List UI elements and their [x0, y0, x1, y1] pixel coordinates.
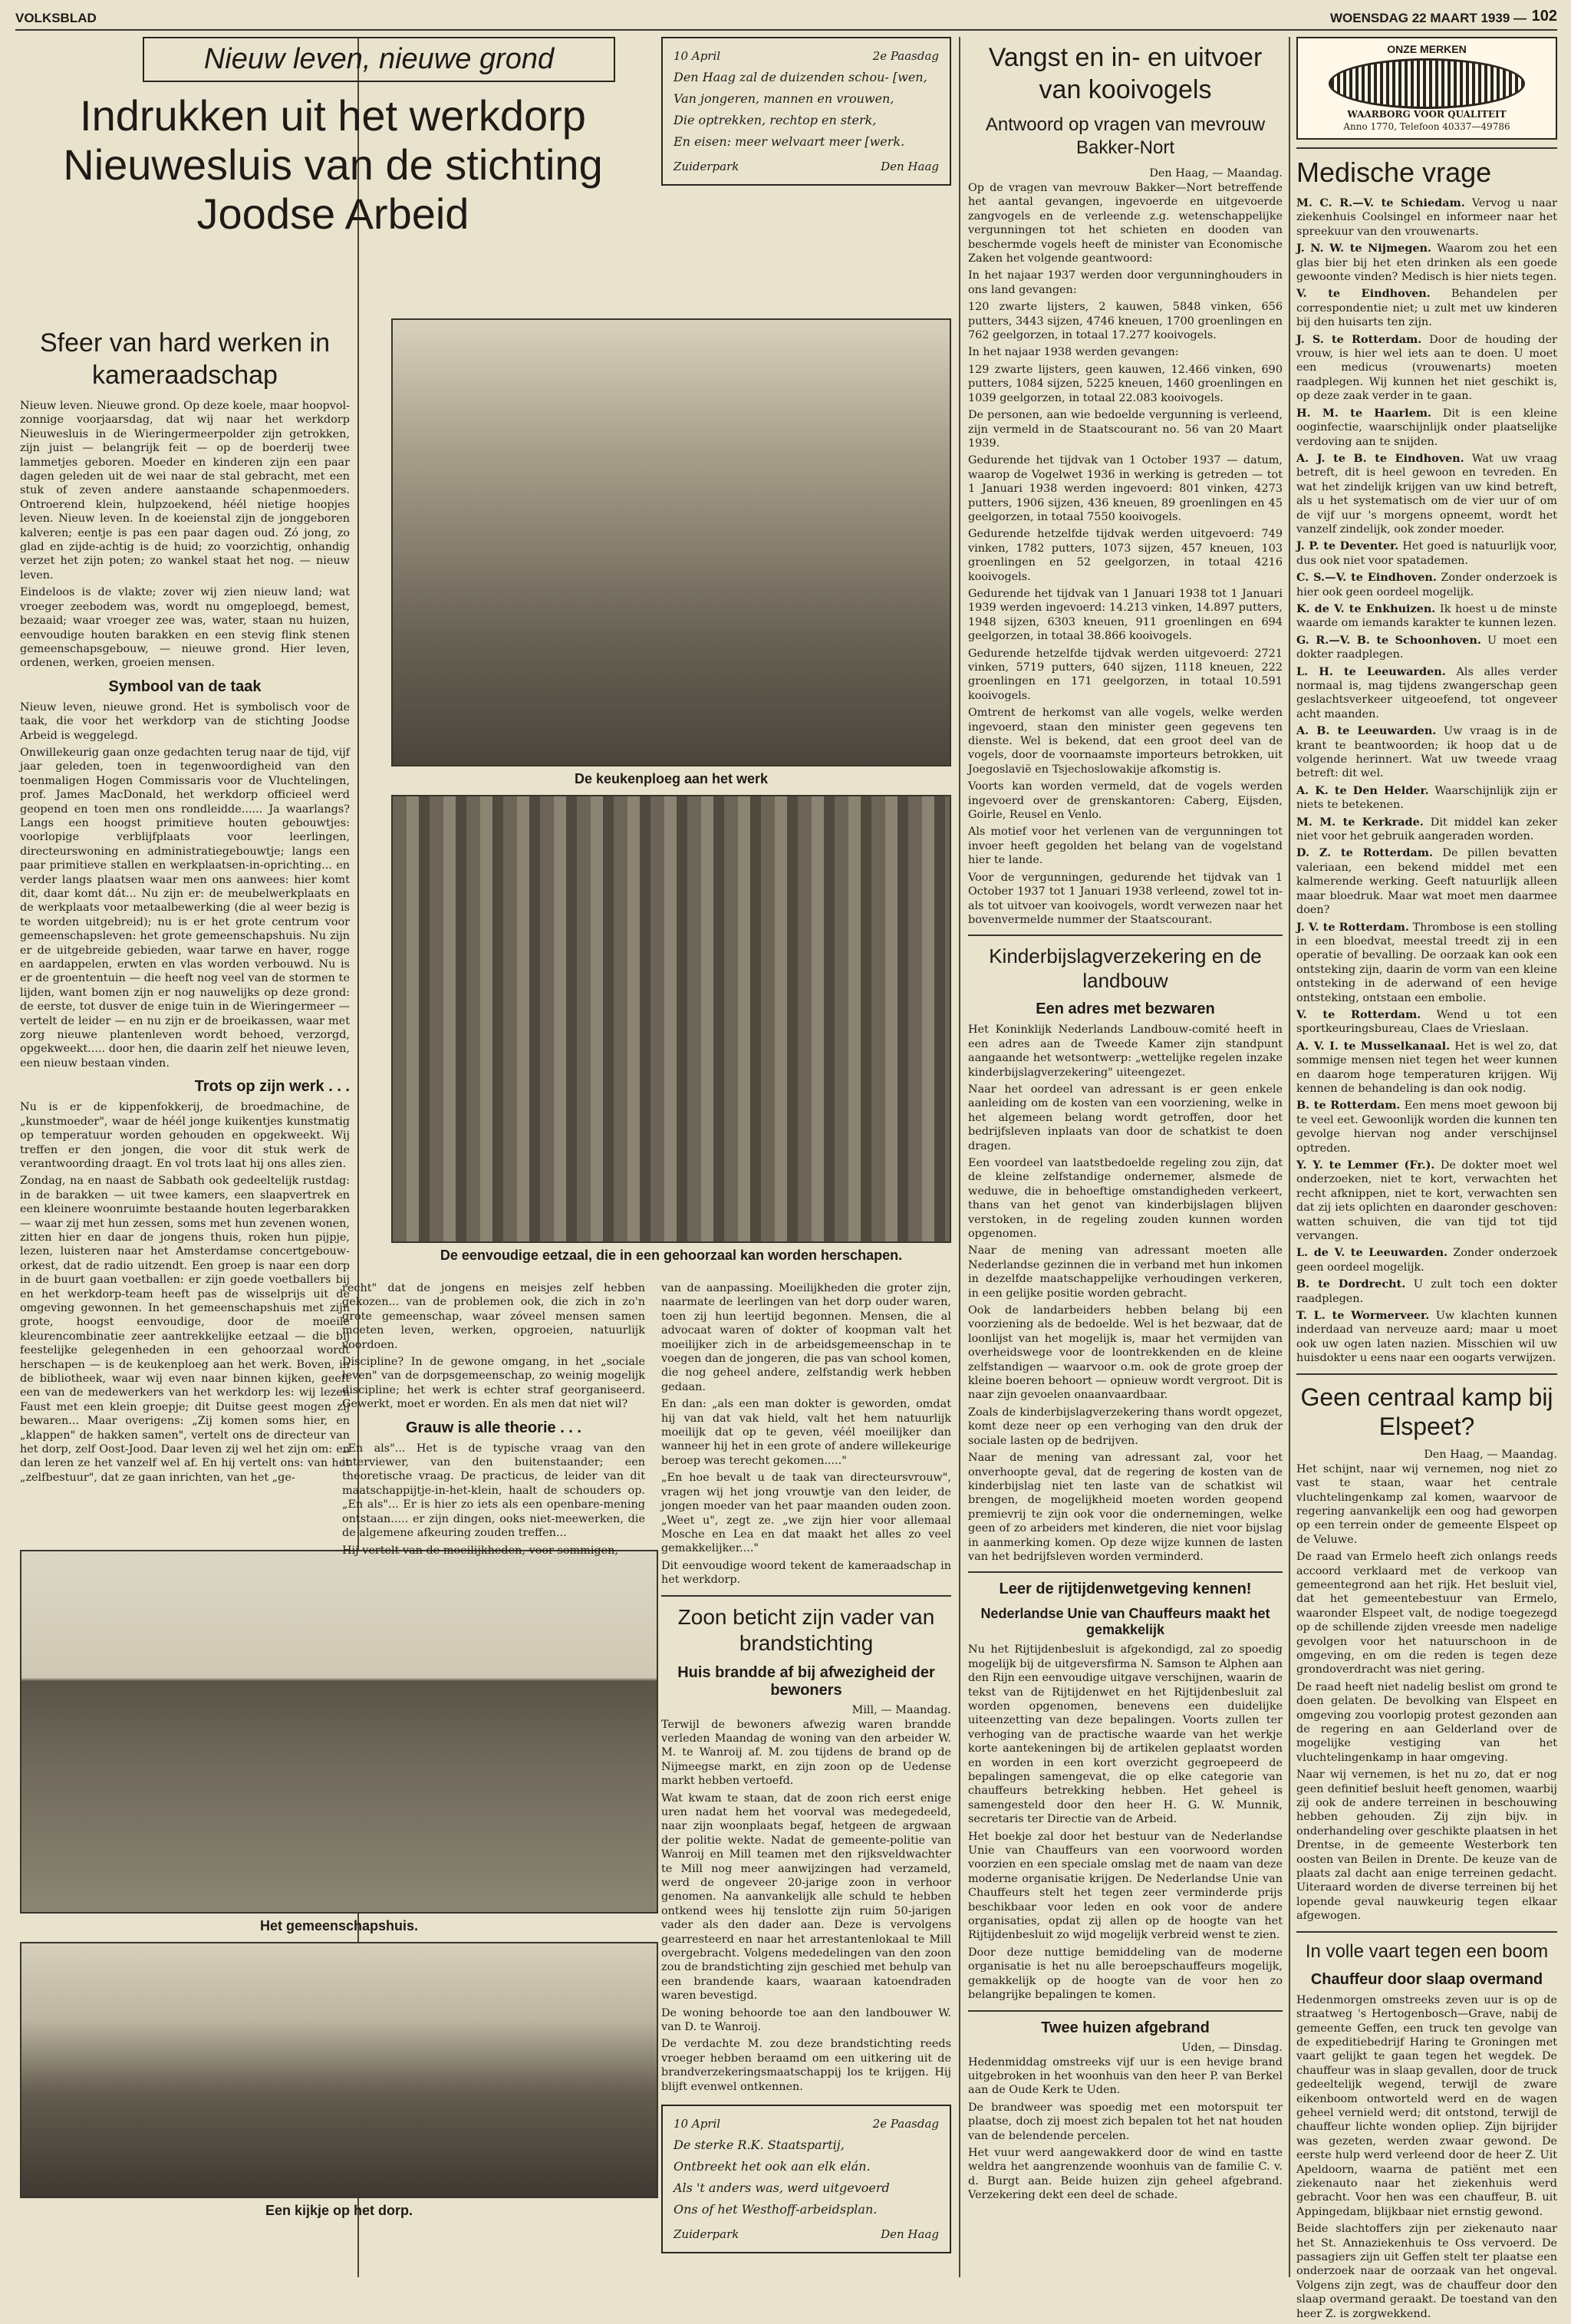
- lead-subhead: Sfeer van hard werken in kameraadschap: [40, 328, 330, 390]
- paragraph: In het najaar 1937 werden door vergunninghouders in ons land gevangen:: [968, 269, 1283, 296]
- poem-city: Den Haag: [881, 2227, 939, 2242]
- section-heading: Grauw is alle theorie . . .: [406, 1419, 581, 1436]
- paragraph: Terwijl de bewoners afwezig waren brandde verleden Maandag de woning van den arbeider W. M. te Wanroij af. M. zou tijdens de brand op de Nijmeegse markt, en zijn zoon op de Uedense markt hebben vertoefd.: [661, 1718, 951, 1788]
- paragraph: Dit eenvoudige woord tekent de kameraadschap in het werkdorp.: [661, 1559, 951, 1587]
- paragraph: Als motief voor het verlenen van de vergunningen tot invoer heeft gegolden het belang van de vogelstand hier te lande.: [968, 826, 1283, 867]
- section-heading: Trots op zijn werk . . .: [194, 1078, 350, 1096]
- photo-block-interior: [391, 318, 951, 1271]
- medical-questions-headline: Medische vrage: [1296, 157, 1492, 188]
- logo-tagline: ONZE MERKEN: [1387, 43, 1467, 55]
- crash-headline: In volle vaart tegen een boom: [1305, 1940, 1549, 1962]
- list-item: G. R.—V. B. te Schoonhoven. U moet een dokter raadplegen.: [1296, 633, 1558, 661]
- paragraph: Het schijnt, naar wij vernemen, nog niet zo vast te staan, waar het centrale vluchtelingenkamp zal komen, waarvoor de regering aanvankelijk een oog had geworpen op een terrein onder de gemeente Elspeet op de Veluwe.: [1296, 1462, 1557, 1546]
- list-item: J. N. W. te Nijmegen. Waarom zou het een glas bier bij het eten drinken als een goede gewoonte vinden? Medisch is hier niets tegen.: [1296, 242, 1557, 284]
- poem-place: Zuiderpark: [674, 160, 739, 173]
- list-item: C. S.—V. te Eindhoven. Zonder onderzoek is hier ook geen oordeel mogelijk.: [1296, 571, 1557, 598]
- paragraph: En dan: „als een man dokter is geworden, omdat hij van dat vak hield, valt het hem natuurlijk moeilijk dat op te geven, véél moeilijker dan wanneer hij het in een grote of andere willekeurige beroep was terecht gekomen.....": [661, 1398, 951, 1467]
- paragraph: 120 zwarte lijsters, 2 kauwen, 5848 vinken, 656 putters, 3443 sijzen, 4746 kneuen, 1700 groenlingen en 762 geelgorzen, in totaal 17.277 kooivogels.: [968, 301, 1283, 342]
- poem-line: En eisen: meer welvaart meer [werk.: [674, 134, 905, 149]
- paragraph: Naar wij vernemen, is het nu zo, dat er nog geen definitief besluit heeft genomen, waarbij zij ook de andere terreinen in beschouwing hebben gehouden. Zij zijn bijv. in onderhandeling over geschikte plaatsen in het Drentse, in de gemeente Westerbork ten oosten van Beilen in Drente. De keuze van de plaats zal dacht aan enige terreinen gedacht. Uiteraard worden de diverse terreinen bij het lopende geval nauwkeurig tegen elkaar afgewogen.: [1296, 1769, 1557, 1923]
- paragraph: Door deze nuttige bemiddeling van de moderne organisatie is het nu alle beroepschauffeurs mogelijk, gemakkelijk op de hoogte van de voor hen zo belangrijke bepalingen te komen.: [968, 1946, 1283, 2002]
- list-item: L. de V. te Leeuwarden. Zonder onderzoek geen oordeel mogelijk.: [1296, 1246, 1557, 1274]
- paragraph: De woning behoorde toe aan den landbouwer W. van D. te Wanroij.: [661, 2006, 951, 2034]
- logo-subline: WAARBORG VOOR QUALITEIT: [1347, 109, 1507, 120]
- paragraph: Hedenmorgen omstreeks zeven uur is op de straatweg 's Hertogenbosch—Grave, nabij de gemeente Geffen, een truck ten gevolge van de expeditiebedrijf Haring te Groningen met vaart gelijkt te gaan tegen het wegdek. De chauffeur was in slaap gevallen, door de truck gedeeltelijk wegend, terwijl de zware eikenboom ontworteld werd en de wagen geheel vernield werd; dit ontstond, terwijl de chauffeur lichte wonden opliep. Zijn bijrijder was gezeten, werden zwaar gewond. De eerste hulp werd verleend door de heer Z. Uit Apeldoorn, waarna de patiënt met een ziekenauto naar het ziekenhuis werd gebracht. Voor hen was een chauffeur, B. uit Appingedam, blijkbaar niet ernstig gewond.: [1296, 1993, 1557, 2218]
- dining-hall-photo: [391, 795, 951, 1243]
- ad-poem-top: [661, 37, 951, 186]
- paragraph: Het boekje zal door het bestuur van de Nederlandse Unie van Chauffeurs van een voorwoord worden voorzien en een speciale omslag met de naam van deze moderne organisatie krijgen. De Nederlandse Unie van Chauffeurs stelt het tegen zeer verminderde prijs beschikbaar voor leden en ook voor de andere organisaties, opdat zij allen op de hoogte van het Rijtijdenbesluit zo wijd mogelijk verbreid wenst te zien.: [968, 1830, 1283, 1942]
- photo-caption: Het gemeenschapshuis.: [259, 1918, 419, 1933]
- paragraph: Voor de vergunningen, gedurende het tijdvak van 1 October 1937 tot 1 Januari 1938 verleend, zowel tot in- als tot uitvoer van kooivogels, wordt verwezen naar het bovenvermelde nummer der Staatscourant.: [968, 871, 1283, 926]
- kitchen-photo: [391, 318, 951, 766]
- list-item: K. de V. te Enkhuizen. Ik hoest u de minste waarde om iemands karakter te kunnen lezen.: [1296, 602, 1557, 630]
- child-allowance-subhead: Een adres met bezwaren: [1036, 1000, 1215, 1018]
- poem-city: Den Haag: [881, 160, 939, 173]
- paragraph: Omtrent de herkomst van alle vogels, welke werden ingevoerd, staan den minister geen gegevens ten dienste. Wel is bekend, dat een groot deel van de vogels, door de voornaamste importeurs betrokken, uit Joegoslavië en Tsjechoslowakije afkomstig is.: [968, 707, 1283, 776]
- paragraph: Voorts kan worden vermeld, dat de vogels werden ingevoerd over de grenskantoren: Caberg, Eijsden, Goirle, Reusel en Venlo.: [968, 780, 1283, 822]
- poem-line: Ontbreekt het ook aan elk elán.: [674, 2159, 871, 2174]
- list-item: L. H. te Leeuwarden. Als alles verder normaal is, mag tijdens zwangerschap geen geslachtsverkeer uitgeoefend, tot ongeveer acht maanden.: [1296, 664, 1558, 720]
- paragraph: recht" dat de jongens en meisjes zelf hebben gekozen... van de problemen ook, die zich in zo'n grote gemeenschap, waar zóveel mensen samen moeten leven, werken, opgroeien, natuurlijk voordoen.: [342, 1282, 645, 1351]
- houses-burned-headline: Twee huizen afgebrand: [1041, 2019, 1210, 2036]
- dateline: Den Haag, — Maandag.: [1149, 167, 1283, 180]
- poem-day: 2e Paasdag: [872, 49, 939, 63]
- paragraph: „En als"... Het is de typische vraag van den interviewer, van den buitenstaander; een theoretische vraag. De practicus, de leider van dit maatschappijtje-in-het-klein, haalt de schouders op. „En als"... Er is hier zo iets als een openbare-mening ontstaan..... er zijn dingen, ooks niet-meewerken, die de algemene afkeuring zouden treffen...: [342, 1442, 645, 1540]
- list-item: J. S. te Rotterdam. Door de houding der vrouw, is hier wel iets aan te doen. U moet een medicus (vrouwenarts) moeten raadplegen. Wij kunnen het niet geschikt is, op deze zaak verder in te gaan.: [1296, 332, 1558, 403]
- paragraph: In het najaar 1938 werden gevangen:: [968, 346, 1179, 359]
- poem-line: Die optrekken, rechtop en sterk,: [674, 113, 877, 127]
- list-item: J. P. te Deventer. Het goed is natuurlijk voor, dus ook niet voor spatademen.: [1296, 539, 1557, 567]
- birds-headline: Vangst en in- en uitvoer van kooivogels: [988, 43, 1263, 104]
- paragraph: De brandweer was spoedig met een motorspuit ter plaatse, doch zij moest zich bepalen tot het nat houden van de belendende percelen.: [968, 2101, 1283, 2142]
- poem-date: 10 April: [674, 49, 721, 63]
- paragraph: De raad heeft niet nadelig beslist om grond te doen gelaten. De bevolking van Elspeet en omgeving zou voorlopig protest gezonden aan de regering en aan Gelderland over de mogelijke vestiging van het vluchtelingenkamp in haar omgeving.: [1296, 1680, 1557, 1764]
- paragraph: Op de vragen van mevrouw Bakker—Nort betreffende het aantal gevangen, ingevoerde en uitgevoerde zangvogels en de verleende z.g. wetenschappelijke vergunningen tot het schieten en dooden van beschermde vogels heeft de minister van Economische Zaken het volgende geantwoord:: [968, 182, 1283, 265]
- dateline: Mill, — Maandag.: [851, 1703, 951, 1716]
- paragraph: De verdachte M. zou deze brandstichting reeds vroeger hebben beraamd om een uitkering uit de brandverzekeringsmaatschappij los te krijgen. Hij blijft evenwel ontkennen.: [661, 2038, 951, 2093]
- brand-mark-icon: [1329, 58, 1525, 109]
- birds-subhead: Antwoord op vragen van mevrouw Bakker-Nort: [985, 114, 1266, 158]
- lead-article-body: [20, 322, 350, 1488]
- paragraph: De raad van Ermelo heeft zich onlangs reeds accoord verklaard met de verkoop van gemeentegrond aan het rijk. Het besluit viel, dat het gemeentebestuur van Ermelo, waaronder Elspeet valt, de nodige toegezegd op de schillende zijden vreesde men nadelige gevolgen voor het natuurschoon in de omgeving, en om die reden is tegen deze grondoverdracht was niet gering.: [1296, 1551, 1557, 1676]
- paragraph: van de aanpassing. Moeilijkheden die groter zijn, naarmate de leerlingen van het dorp ouder waren, toen zij hun leertijd begonnen. Mensen, die al advocaat waren of dokter of koopman valt het moeilijker zich in de arbeidsgemeenschap in te voegen dan de jongeren, die pas van school komen, die nog geheel andere, zelfstandig werk hebben gedaan.: [661, 1282, 951, 1393]
- fire-subhead: Huis brandde af bij afwezigheid der bewoners: [677, 1663, 935, 1699]
- driving-times-headline: Leer de rijtijdenwetgeving kennen!: [999, 1581, 1252, 1598]
- paragraph: Naar de mening van adressant zal, voor het onverhoopte geval, dat de regering de kosten van de kinderbijslag niet ten laste van de schatkist wil brengen, de mogelijkheid moeten worden geopend premievrij te zijn ook voor die ondernemingen, welke geen of zo arbeiders met kinderen, die niet voor bijslag in aanmerking komen. Op deze wijze kunnen de lasten van het bedrijfsleven worden verminderd.: [968, 1452, 1283, 1563]
- paragraph: Nu is er de kippenfokkerij, de broedmachine, de „kunstmoeder", waar de héél jonge kuikentjes kunstmatig op temperatuur worden gehouden en opgekweekt. Wij treffen er den jongen, die voor dit stuk werk de verantwoording draagt. En vol trots laat hij ons alles zien.: [20, 1101, 350, 1170]
- ad-poem-bottom: [661, 2105, 951, 2253]
- driving-times-subhead: Nederlandse Unie van Chauffeurs maakt het gemakkelijk: [980, 1606, 1270, 1638]
- crash-subhead: Chauffeur door slaap overmand: [1310, 1970, 1543, 1988]
- paragraph: Gedurende hetzelfde tijdvak werden uitgevoerd: 2721 vinken, 5719 putters, 640 sijzen, 1118 kneuen, 222 groenlingen en 171 geelgorzen, in totaal 10.591 kooivogels.: [968, 647, 1283, 702]
- list-item: M. M. te Kerkrade. Dit middel kan zeker niet voor het gebruik aangeraden worden.: [1296, 815, 1557, 843]
- lead-article-header: [20, 37, 646, 249]
- photo-caption: De eenvoudige eetzaal, die in een gehoorzaal kan worden herschapen.: [440, 1248, 903, 1263]
- paragraph: Zondag, na en naast de Sabbath ook gedeeltelijk rustdag: in de barakken — uit twee kamers, een slaapvertrek en een kleinere woonruimte bestaande houten legerbarakken — waar zij met hun zessen, soms met hun zevenen wonen, zitten hier en daar de jongens thuis, roken hun pijpje, lezen, luisteren naar het Amsterdamse concertgebouw-orkest, dat de radio uitzendt. Een groep is naar een dorp in de buurt gaan voetballen: er zijn goede voetballers bij en het werkdorp-team heeft pas de wisselprijs uit de omgeving gewonnen. In het gemeenschapshuis met zijn grote, hoogst eenvoudige, door de moeile kleurencombinatie zeer aantrekkelijke eetzaal — die bij feestelijke gelegenheden in een gehoorzaal wordt herschapen — is de keukenploeg aan het werk. Boven, in de bibliotheek, waar wij even naar binnen kijken, geeft een van de medewerkers van het werkdorp les: wij lezen Faust met een klein groepje; dit Duitse geest mogen zij bewaren... Maar overigens: „Zij komen soms hier, en „klappen" de hakken samen", vertelt ons de directeur van het dorp, zelf Oost-Jood. Daar leven zij wel het zijn om: en dan leren ze het vanzelf wel af. En hij vertelt ons: van het „zelfbestuur", dat ze gaan inrichten, van het „ge-: [20, 1175, 350, 1484]
- poem-line: Ons of het Westhoff-arbeidsplan.: [674, 2202, 878, 2217]
- paragraph: Eindeloos is de vlakte; zover wij zien nieuw land; wat vroeger zeebodem was, wordt nu omgeploegd, bemest, bezaaid; waar vroeger zee was, water, staan nu huizen, eenvoudige houten barakken en een stevig flink stenen gemeenschapsgebouw, — nieuwe grond. Hier leven, ordenen, werken, groeien mensen.: [20, 586, 350, 670]
- column-rule: [959, 37, 960, 2277]
- poem-place: Zuiderpark: [674, 2227, 739, 2242]
- list-item: A. V. I. te Musselkanaal. Het is wel zo, dat sommige mensen niet tegen het weer kunnen en daarom hoge temperaturen krijgen. Wij kennen de behandeling is dan ook nodig.: [1296, 1039, 1557, 1095]
- dateline: Uden, — Dinsdag.: [1181, 2041, 1283, 2054]
- lead-headline: Indrukken uit het werkdorp Nieuwesluis van de stichting Joodse Arbeid: [63, 91, 603, 238]
- list-item: H. M. te Haarlem. Dit is een kleine ooginfectie, waarschijnlijk onder plaatselijke verdoving aan te snijden.: [1296, 406, 1557, 448]
- kicker-box: Nieuw leven, nieuwe grond: [143, 37, 615, 82]
- fire-headline: Zoon beticht zijn vader van brandstichting: [677, 1604, 935, 1655]
- paragraph: Naar de mening van adressant moeten alle Nederlandse gezinnen die in verband met hun inkomen in dezelfde maatschappelijke verhoudingen verkeren, in een gelijke positie worden gebracht.: [968, 1244, 1283, 1300]
- list-item: M. C. R.—V. te Schiedam. Vervog u naar ziekenhuis Coolsingel en informeer naar het spreekuur van den vrouwenarts.: [1296, 196, 1558, 238]
- photo-block-house: [20, 1550, 658, 2227]
- poem-line: Van jongeren, mannen en vrouwen,: [674, 91, 894, 106]
- lead-article-continuation: [342, 1281, 645, 1561]
- paragraph: Ook de landarbeiders hebben belang bij een voorziening als de bedoelde. Wel is het bezwaar, dat de loonlijst van het mogelijk is, maar het vermijden van overheidswege voor de loontrekkenden en de kleine zelfstandigen — waarvoor o.m. ook de grote groep der kleine boeren behoort — opnieuw wordt vergroot. Dit is naar zijn gevoelen onaanvaardbaar.: [968, 1304, 1283, 1402]
- paragraph: Nieuw leven, nieuwe grond. Het is symbolisch voor de taak, die voor het werkdorp van de stichting Joodse Arbeid is weggelegd.: [20, 700, 350, 742]
- paragraph: Het vuur werd aangewakkerd door de wind en tastte weldra het aangrenzende woonhuis van de familie C. v. d. Burgt aan. Beide huizen zijn geheel afgebrand. Verzekering dekt een deel de schade.: [968, 2146, 1283, 2202]
- paragraph: Hij vertelt van de moeilijkheden, voor sommigen,: [342, 1544, 618, 1557]
- paragraph: Een voordeel van laatstbedoelde regeling zou zijn, dat de kleine zelfstandige ondernemer, alsmede de weduwe, die in behoeftige omstandigheden verkeert, thans van het genot van kinderbijslagen blijven verstoken, in de regeling zouden kunnen worden opgenomen.: [968, 1156, 1283, 1240]
- poem-date: 10 April: [674, 2117, 721, 2131]
- list-item: Y. Y. te Lemmer (Fr.). De dokter moet wel onderzoeken, niet te kort, verwachten het recht afknippen, niet te kort, verwachten sen dat zij iets oplichten en daaronder geschoven: watten schuiven, die van tijd tot tijd vervangen.: [1296, 1159, 1557, 1243]
- medical-qa-list: [1296, 196, 1557, 1366]
- paragraph: Het Koninklijk Nederlands Landbouw-comité heeft in een adres aan de Tweede Kamer zijn standpunt aangaande het wetsontwerp: „wettelijke regelen inzake kinderbijslagverzekering" uiteengezet.: [968, 1024, 1283, 1079]
- page-number: 102: [1531, 8, 1557, 25]
- community-house-photo: [20, 1550, 658, 1914]
- poem-line: Den Haag zal de duizenden schou- [wen,: [674, 70, 927, 84]
- child-allowance-headline: Kinderbijslagverzekering en de landbouw: [989, 944, 1262, 993]
- paragraph: Nu het Rijtijdenbesluit is afgekondigd, zal zo spoedig mogelijk bij de uitgeversfirma N. Samson te Alphen aan den Rijn een eenvoudige uitgave verschijnen, waarin de tekst van de Rijtijdenwet en het Rijtijdenbesluit zal worden opgenomen, benevens een duidelijke uiteenzetting van deze bepalingen. Voorts zullen ter verhoging van de practische waarde van het werkje korte aantekeningen bij de artikelen geplaatst worden en worden in een kort overzicht gegroepeerd de bepalingen samengevat, die op elke categorie van chauffeurs betrekking hebben. Het geheel is samengesteld door den heer H. G. W. Munnik, secretaris ter Directie van de Arbeid.: [968, 1643, 1283, 1826]
- list-item: B. te Dordrecht. U zult toch een dokter raadplegen.: [1296, 1277, 1557, 1305]
- photo-caption: Een kijkje op het dorp.: [265, 2203, 413, 2218]
- paragraph: De personen, aan wie bedoelde vergunning is verleend, zijn vermeld in de Staatscourant no. 56 van 20 Maart 1939.: [968, 409, 1283, 450]
- section-heading: Symbool van de taak: [108, 677, 262, 695]
- list-item: V. te Rotterdam. Wend u tot een sportkeuringsbureau, Claes de Vrieslaan.: [1296, 1007, 1558, 1036]
- paragraph: Naar het oordeel van adressant is er geen enkele aanleiding om de kosten van een voorziening, welke in het algemeen belang wordt getroffen, door het bedrijfsleven inplaats van door de schatkist te doen dragen.: [968, 1083, 1283, 1152]
- poem-line: Als 't anders was, werd uitgevoerd: [674, 2181, 890, 2196]
- village-photo: [20, 1942, 658, 2198]
- list-item: B. te Rotterdam. Een mens moet gewoon bij te veel eet. Gewoonlijk worden die kunnen ten gevolge hiervan nog ander verschijnsel optreden.: [1296, 1099, 1557, 1155]
- paragraph: „En hoe bevalt u de taak van directeursvrouw", vragen wij het jong vrouwtje van den leider, de jongen moeder van het paar maanden ouden zoon. „Weet u", zegt ze. „we zijn hier voor allemaal Mosche en Lea en dat maakt het alles zo veel gemakkelijker....": [661, 1472, 951, 1555]
- poem-day: 2e Paasdag: [872, 2117, 939, 2131]
- brand-logo-ad: [1296, 37, 1557, 140]
- list-item: V. te Eindhoven. Behandelen per correspondentie niet; u zult met uw kinderen bij den huisarts ten zijn.: [1296, 287, 1557, 329]
- list-item: A. J. te B. te Eindhoven. Wat uw vraag betreft, dit is heel gewoon en tevreden. En wat het zindelijk krijgen van uw kind betreft, als u het systematisch om de vier uur of om de vijf uur 's morgens opneemt, wordt het vanzelf zindelijk, ook zonder moeder.: [1296, 451, 1557, 536]
- paragraph: Hedenmiddag omstreeks vijf uur is een hevige brand uitgebroken in het woonhuis van den heer P. van Berkel aan de Oude Kerk te Uden.: [968, 2055, 1283, 2097]
- column-c-lower: [661, 1281, 951, 2253]
- paragraph: Discipline? In de gewone omgang, in het „sociale leven" van de dorpsgemeenschap, zo weinig mogelijk discipline; het werk is echter straf georganiseerd. Gewerkt, moet er worden. En als men dat niet wil?: [342, 1356, 645, 1411]
- column-d: [968, 37, 1283, 2206]
- column-e: [1296, 37, 1557, 2324]
- list-item: T. L. te Wormerveer. Uw klachten kunnen inderdaad van nerveuze aard; maar u moet ook uw ogen laten nazien. Misschien wil uw huisdokter u eens naar een oogarts verwijzen.: [1296, 1309, 1558, 1365]
- list-item: A. K. te Den Helder. Waarschijnlijk zijn er niets te betekenen.: [1296, 783, 1557, 812]
- paragraph: 129 zwarte lijsters, geen kauwen, 12.466 vinken, 690 putters, 1084 sijzen, 5225 kneuen, 1460 groenlingen en 1039 geelgorzen, in totaal 22.083 kooivogels.: [968, 363, 1283, 404]
- dateline: Den Haag, — Maandag.: [1424, 1448, 1557, 1461]
- paragraph: Beide slachtoffers zijn per ziekenauto naar het St. Annaziekenhuis te Oss vervoerd. De passagiers zijn uit Geffen stelt ter plaatse een onderzoek naar de oorzaak van het ongeval. Volgens zijn zegt, was de chauffeur door den slaap overmand geraakt. De toestand van den heer Z. is zorgwekkend.: [1296, 2223, 1557, 2320]
- list-item: A. B. te Leeuwarden. Uw vraag is in de krant te beantwoorden; ik hoop dat u de volgende herinnert. Wat uw tweede vraag betreft: dit wel.: [1296, 724, 1557, 780]
- list-item: J. V. te Rotterdam. Thrombose is een stolling in een bloedvat, meestal treedt zij in een operatie of bevalling. De oorzaak kan ook een ontsteking zijn, daarin de vorm van een kleine ontsteking in de aderwand of een hevige ontsteking, ontstaan een embolie.: [1296, 920, 1558, 1004]
- paragraph: Gedurende het tijdvak van 1 Januari 1938 tot 1 Januari 1939 werden ingevoerd: 14.213 vinken, 14.897 putters, 1948 sijzen, 6303 kneuen, 911 groenlingen en 694 geelgorzen, in totaal 38.866 kooivogels.: [968, 587, 1283, 643]
- column-rule: [1289, 37, 1290, 2277]
- poem-line: De sterke R.K. Staatspartij,: [674, 2138, 845, 2153]
- masthead: [15, 8, 1557, 31]
- paragraph: Gedurende het tijdvak van 1 October 1937 — datum, waarop de Vogelwet 1936 in werking is getreden — tot 1 Januari 1938 werden ingevoerd: 801 vinken, 4273 putters, 1906 sijzen, 436 kneuen, 89 groenlingen en 45 geelgorzen, in totaal 7550 kooivogels.: [968, 454, 1283, 523]
- camp-headline: Geen centraal kamp bij Elspeet?: [1300, 1383, 1553, 1440]
- issue-date: WOENSDAG 22 MAART 1939 —: [1330, 11, 1527, 25]
- photo-caption: De keukenploeg aan het werk: [574, 771, 769, 786]
- logo-subline: Anno 1770, Telefoon 40337—49786: [1343, 121, 1510, 132]
- paper-name: VOLKSBLAD: [15, 11, 97, 25]
- paragraph: Nieuw leven. Nieuwe grond. Op deze koele, maar hoopvol-zonnige voorjaarsdag, dat wij naar het werkdorp Nieuwesluis in de Wieringermeerpolder zijn getrokken, zijn juist — belangrijk feit — op de boerderij twee lammetjes geboren. Moeder en kinderen zijn een paar dagen geleden uit de wei naar de stal gebracht, met een stuk of zeven andere aanstaande schapenmoeders. Ontroerend klein, hulpzoekend, héél nietige hoopjes leven. Nieuw leven. In de koeienstal zijn de jonggeboren kalveren; eentje is pas een paar dagen oud. Zó jong, zo glad en zijde-achtig is de huid; zo voorzichtig, onhandig verzet het zijn poten; zo wankel staat het nog. — nieuw leven.: [20, 400, 350, 582]
- paragraph: Zoals de kinderbijslagverzekering thans wordt opgezet, komt deze neer op een verhoging van den druk der sociale lasten op de bedrijven.: [968, 1406, 1283, 1447]
- paragraph: Onwillekeurig gaan onze gedachten terug naar de tijd, vijf jaar geleden, toen in tegenwoordigheid van den toenmaligen Hogen Commissaris voor de Vluchtelingen, prof. James MacDonald, het werkdorp officieel werd geopend en toen men ons rondleidde...... Ja waarlangs? Langs een hoogst primitieve houten gebouwtjes: voorlopige verblijfplaats voor leerlingen, directeurswoning en administratiegebouwtje; langs een paar primitieve stallen en werkplaatsen-in-oprichting... en verder langs plaatsen waar men ons aanwees: hier komt dit, daar komt dát... Nu zijn er: de meubelwerkplaats en de werkplaats voor metaalbewerking (die al weer bezig is te worden uitgebreid); nu is er het grote centrum voor gemeenschapsleven: het grote gemeenschapshuis. Nu zijn er de uitgebreide gebieden, waar tarwe en haver, rogge en aardappelen, erwten en vlas worden verbouwd. Nu is er de groententuin — die heeft nog veel van de stormen te lijden, want bomen zijn er nog nauwelijks op deze grond: de eerste, tot dusver de enige tuin in de Wieringermeer — vertelt de leider — en nu zijn er de broeikassen, waar met zorg nieuwe plantenleven wordt behoed, verzorgd, opgekweekt..... door hen, die daarin zelf het nieuwe leven, een nieuw bestaan vinden.: [20, 746, 350, 1070]
- column-c: [661, 37, 951, 186]
- paragraph: Gedurende hetzelfde tijdvak werden uitgevoerd: 749 vinken, 1782 putters, 1073 sijzen, 457 kneuen, 103 groenlingen en 52 geelgorzen, in totaal 4216 kooivogels.: [968, 528, 1283, 583]
- list-item: D. Z. te Rotterdam. De pillen bevatten valeriaan, een bekend middel met een kalmerende werking. Geeft natuurlijk alleen maar bloedruk. Maar wat moet men daarmee doen?: [1296, 846, 1557, 917]
- paragraph: Wat kwam te staan, dat de zoon rich eerst enige uren nadat hem het voorval was medegedeeld, naar zijn woonplaats begaf, hetgeen de argwaan der politie wekte. Nadat de gemeente-politie van Wanroij en Mill teamen met den rijksveldwachter te Mill nog meer aanwijzingen had verzameld, werd de ongeveer 20-jarige zoon in verhoor genomen. Na aanvankelijk alle schuld te hebben ontkend wees hij tenslotte zijn ruim 50-jarigen vader als den dader aan. Deze is vervolgens gearresteerd en naar het arrestantenlokaal te Mill overgebracht. Volgens mededelingen van den zoon zou de brandstichting zijn geschied met behulp van een brandende kaars, waaraan katoendraden waren bevestigd.: [661, 1792, 951, 2003]
